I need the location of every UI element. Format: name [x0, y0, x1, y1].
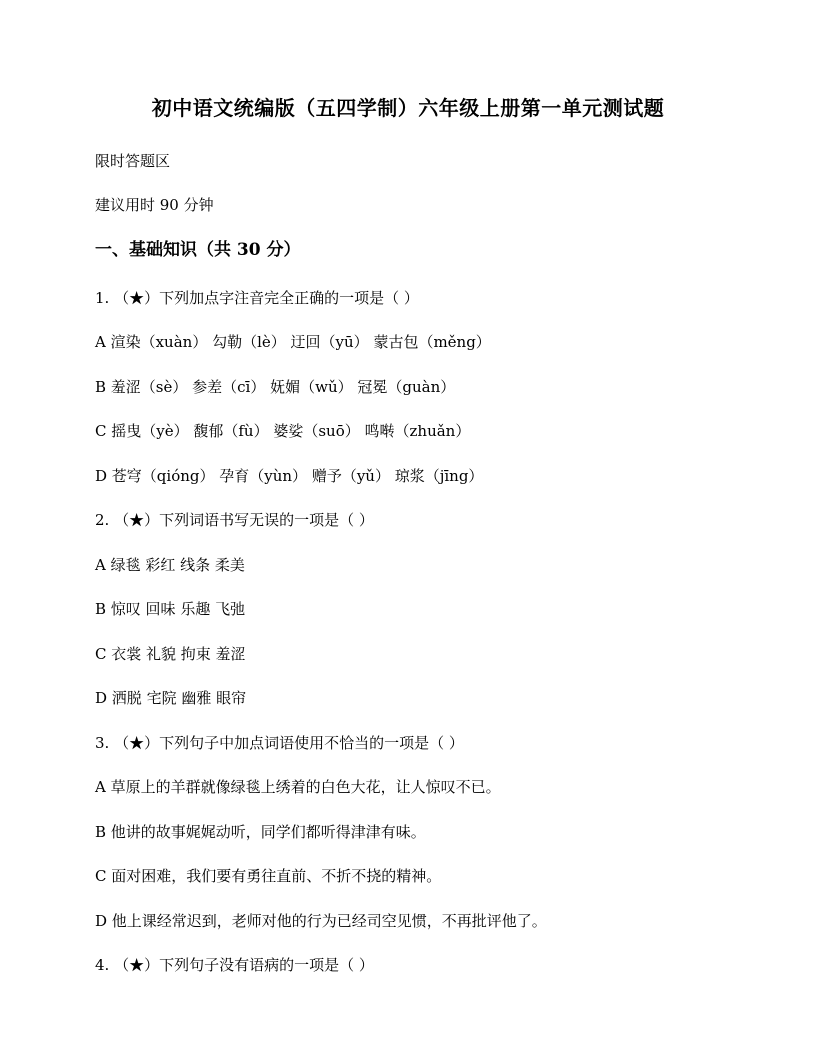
question-3-option-a: A 草原上的羊群就像绿毯上绣着的白色大花，让人惊叹不已。 [95, 778, 501, 796]
question-3-option-c: C 面对困难，我们要有勇往直前、不折不挠的精神。 [95, 867, 442, 885]
question-1-option-b: B 羞涩（sè） 参差（cī） 妩媚（wǔ） 冠冕（guàn） [95, 378, 456, 396]
question-stem-3: 3. （★）下列句子中加点词语使用不恰当的一项是（ ） [95, 734, 464, 752]
suggested-time-label: 建议用时 90 分钟 [95, 196, 214, 214]
question-2-option-d: D 洒脱 宅院 幽雅 眼帘 [95, 689, 247, 707]
question-stem-1: 1. （★）下列加点字注音完全正确的一项是（ ） [95, 289, 419, 307]
question-3-option-b: B 他讲的故事娓娓动听，同学们都听得津津有味。 [95, 823, 426, 841]
question-1-option-d: D 苍穹（qióng） 孕育（yùn） 赠予（yǔ） 琼浆（jīng） [95, 467, 484, 485]
question-2-option-c: C 衣裳 礼貌 拘束 羞涩 [95, 645, 246, 663]
question-1-option-a: A 渲染（xuàn） 勾勒（lè） 迂回（yū） 蒙古包（měng） [95, 333, 491, 351]
question-1-option-c: C 摇曳（yè） 馥郁（fù） 婆娑（suō） 鸣啭（zhuǎn） [95, 422, 471, 440]
question-2-option-b: B 惊叹 回味 乐趣 飞弛 [95, 600, 246, 618]
section-heading: 一、基础知识（共 30 分） [95, 240, 301, 260]
question-stem-2: 2. （★）下列词语书写无误的一项是（ ） [95, 511, 374, 529]
timed-area-label: 限时答题区 [95, 152, 171, 170]
question-2-option-a: A 绿毯 彩红 线条 柔美 [95, 556, 245, 574]
document-title: 初中语文统编版（五四学制）六年级上册第一单元测试题 [151, 96, 665, 120]
question-3-option-d: D 他上课经常迟到，老师对他的行为已经司空见惯，不再批评他了。 [95, 912, 547, 930]
question-stem-4: 4. （★）下列句子没有语病的一项是（ ） [95, 956, 374, 974]
